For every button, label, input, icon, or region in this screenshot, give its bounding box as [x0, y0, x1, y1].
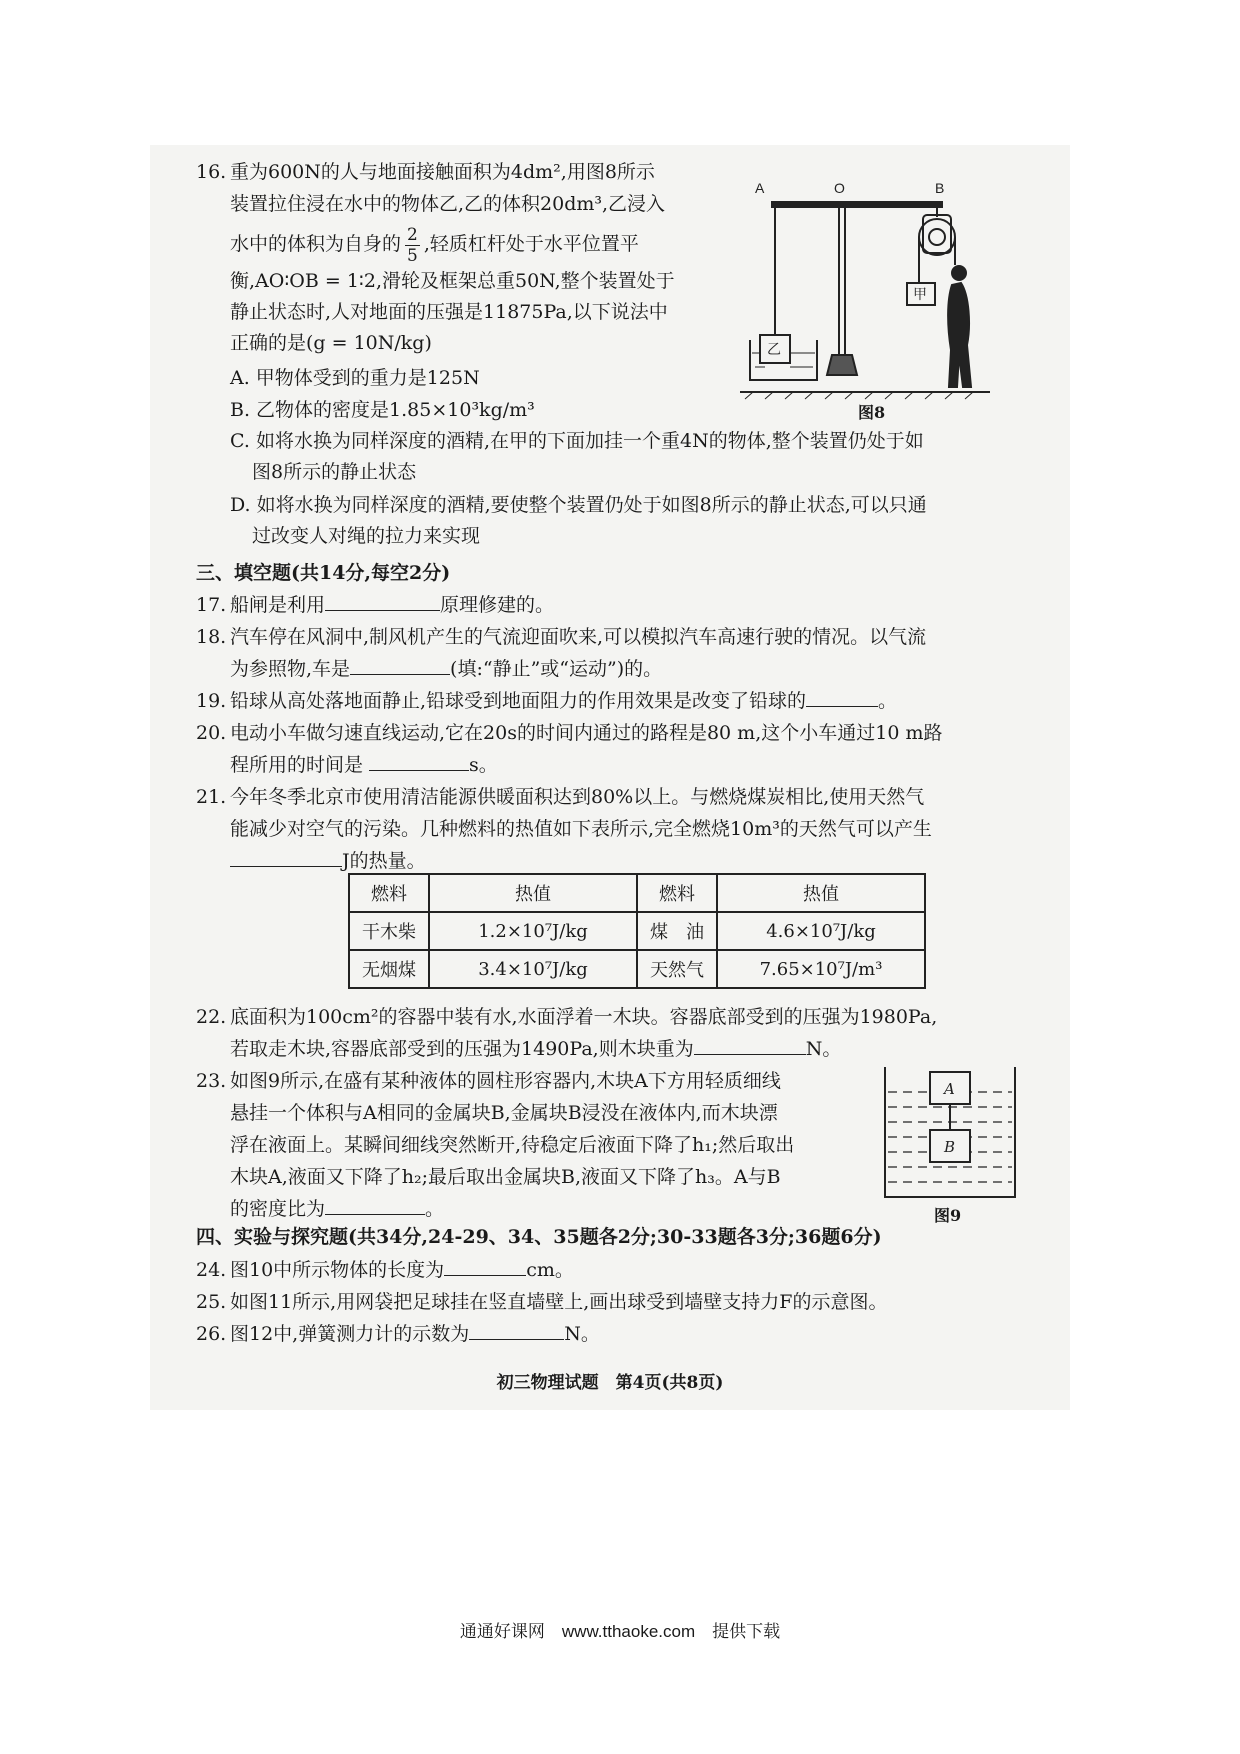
q24-line	[230, 1255, 574, 1285]
q22-text: N。	[805, 1038, 842, 1060]
q23-line: 如图9所示,在盛有某种液体的圆柱形容器内,木块A下方用轻质细线	[230, 1070, 781, 1092]
figure-9-container	[880, 1062, 1020, 1212]
q16-option-d-cont: 过改变人对绳的拉力来实现	[252, 525, 481, 547]
table-cell: 天然气	[637, 950, 717, 988]
answer-blank[interactable]	[444, 1257, 526, 1276]
q26-text: 图12中,弹簧测力计的示数为	[230, 1323, 470, 1345]
fig8-label-a: A	[755, 180, 765, 196]
q21-text: J的热量。	[342, 850, 426, 872]
q22-number: 22.	[196, 1006, 227, 1028]
q16-option-a: A. 甲物体受到的重力是125N	[230, 367, 480, 389]
table-header: 热值	[429, 874, 637, 912]
q16-number: 16.	[196, 161, 227, 183]
q16-text: ,轻质杠杆处于水平位置平	[423, 233, 639, 255]
answer-blank[interactable]	[369, 752, 469, 771]
q20-line	[230, 750, 498, 780]
q16-option-b: B. 乙物体的密度是1.85×10³kg/m³	[230, 399, 535, 421]
q21-line: 今年冬季北京市使用清洁能源供暖面积达到80%以上。与燃烧煤炭相比,使用天然气	[230, 786, 925, 808]
q23-number: 23.	[196, 1070, 227, 1092]
q21-line: 能减少对空气的污染。几种燃料的热值如下表所示,完全燃烧10m³的天然气可以产生	[230, 818, 932, 840]
q21-line	[230, 846, 426, 876]
section-3-heading: 三、填空题(共14分,每空2分)	[196, 562, 451, 584]
table-cell: 3.4×10⁷J/kg	[429, 950, 637, 988]
page-number-footer: 初三物理试题 第4页(共8页)	[496, 1373, 724, 1393]
q17-text: 原理修建的。	[440, 594, 555, 616]
q20-line: 电动小车做匀速直线运动,它在20s的时间内通过的路程是80 m,这个小车通过10 m路	[230, 722, 943, 744]
answer-blank[interactable]	[350, 656, 450, 675]
figure-9-caption: 图9	[934, 1206, 962, 1225]
table-header: 燃料	[637, 874, 717, 912]
table-cell: 4.6×10⁷J/kg	[717, 912, 925, 950]
q22-text: 若取走木块,容器底部受到的压强为1490Pa,则木块重为	[230, 1038, 694, 1060]
figure-8-caption: 图8	[858, 403, 886, 422]
q23-line: 浮在液面上。某瞬间细线突然断开,待稳定后液面下降了h₁;然后取出	[230, 1134, 795, 1156]
q25-line: 如图11所示,用网袋把足球挂在竖直墙壁上,画出球受到墙壁支持力F的示意图。	[230, 1291, 888, 1313]
q16-line: 重为600N的人与地面接触面积为4dm²,用图8所示	[230, 161, 655, 183]
q18-line: 汽车停在风洞中,制风机产生的气流迎面吹来,可以模拟汽车高速行驶的情况。以气流	[230, 626, 927, 648]
table-row	[349, 912, 925, 950]
table-cell: 1.2×10⁷J/kg	[429, 912, 637, 950]
fraction-numerator: 2	[407, 224, 418, 245]
figure-8-lever-pulley	[735, 175, 995, 415]
q19-text: 铅球从高处落地面静止,铅球受到地面阻力的作用效果是改变了铅球的	[230, 690, 807, 712]
q16-line: 正确的是(g = 10N/kg)	[230, 332, 432, 354]
q23-line	[230, 1194, 444, 1224]
q23-text: 的密度比为	[230, 1198, 326, 1220]
q18-text: 为参照物,车是	[230, 658, 351, 680]
q16-line-fraction	[230, 221, 639, 267]
q21-number: 21.	[196, 786, 227, 808]
site-footer: 通通好课网 www.tthaoke.com 提供下载	[459, 1622, 781, 1641]
q23-line: 木块A,液面又下降了h₂;最后取出金属块B,液面又下降了h₃。A与B	[230, 1166, 781, 1188]
q16-text: 水中的体积为自身的	[230, 233, 402, 255]
q20-text: 程所用的时间是	[230, 754, 364, 776]
q18-text: (填:“静止”或“运动”)的。	[450, 658, 663, 680]
q24-text: 图10中所示物体的长度为	[230, 1259, 445, 1281]
answer-blank[interactable]	[325, 592, 440, 611]
q18-line	[230, 654, 662, 684]
section-4-heading: 四、实验与探究题(共34分,24-29、34、35题各2分;30-33题各3分;36题6分)	[196, 1226, 882, 1248]
answer-blank[interactable]	[694, 1036, 806, 1055]
answer-blank[interactable]	[230, 848, 342, 867]
q25-number: 25.	[196, 1291, 227, 1313]
table-header: 热值	[717, 874, 925, 912]
q24-text: cm。	[526, 1259, 574, 1281]
fig8-label-o: O	[834, 180, 845, 196]
q16-line: 静止状态时,人对地面的压强是11875Pa,以下说法中	[230, 301, 668, 323]
q26-number: 26.	[196, 1323, 227, 1345]
table-cell: 无烟煤	[349, 950, 429, 988]
fuel-heat-value-table	[348, 873, 926, 989]
q19-text: 。	[878, 690, 898, 712]
q24-number: 24.	[196, 1259, 227, 1281]
q16-option-c: C. 如将水换为同样深度的酒精,在甲的下面加挂一个重4N的物体,整个装置仍处于如	[230, 430, 924, 452]
q17-text: 船闸是利用	[230, 594, 326, 616]
q19-line	[230, 686, 897, 716]
fig8-label-jia: 甲	[913, 287, 927, 303]
q26-line	[230, 1319, 600, 1349]
table-row	[349, 950, 925, 988]
q26-text: N。	[564, 1323, 600, 1345]
fig8-label-yi: 乙	[767, 342, 781, 358]
answer-blank[interactable]	[325, 1196, 425, 1215]
fraction-denominator: 5	[407, 245, 418, 266]
answer-blank[interactable]	[469, 1321, 564, 1340]
q22-line	[230, 1034, 841, 1064]
q20-text: s。	[469, 754, 498, 776]
fig9-label-a: A	[944, 1080, 955, 1098]
q16-line: 衡,AO∶OB = 1∶2,滑轮及框架总重50N,整个装置处于	[230, 270, 675, 292]
answer-blank[interactable]	[806, 688, 878, 707]
table-header: 燃料	[349, 874, 429, 912]
q16-option-c-cont: 图8所示的静止状态	[252, 461, 417, 483]
q16-line: 装置拉住浸在水中的物体乙,乙的体积20dm³,乙浸入	[230, 193, 666, 215]
q17-number: 17.	[196, 594, 227, 616]
q17-line	[230, 590, 554, 620]
q20-number: 20.	[196, 722, 227, 744]
q19-number: 19.	[196, 690, 227, 712]
table-cell: 煤 油	[637, 912, 717, 950]
q23-line: 悬挂一个体积与A相同的金属块B,金属块B浸没在液体内,而木块漂	[230, 1102, 778, 1124]
q16-option-d: D. 如将水换为同样深度的酒精,要使整个装置仍处于如图8所示的静止状态,可以只通	[230, 494, 927, 516]
table-header-row	[349, 874, 925, 912]
q23-text: 。	[425, 1198, 445, 1220]
fraction	[405, 225, 420, 266]
table-cell: 干木柴	[349, 912, 429, 950]
q22-line: 底面积为100cm²的容器中装有水,水面浮着一木块。容器底部受到的压强为1980Pa,	[230, 1006, 938, 1028]
table-cell: 7.65×10⁷J/m³	[717, 950, 925, 988]
fig8-label-b: B	[935, 180, 945, 196]
fig9-label-b: B	[944, 1138, 956, 1156]
q18-number: 18.	[196, 626, 227, 648]
